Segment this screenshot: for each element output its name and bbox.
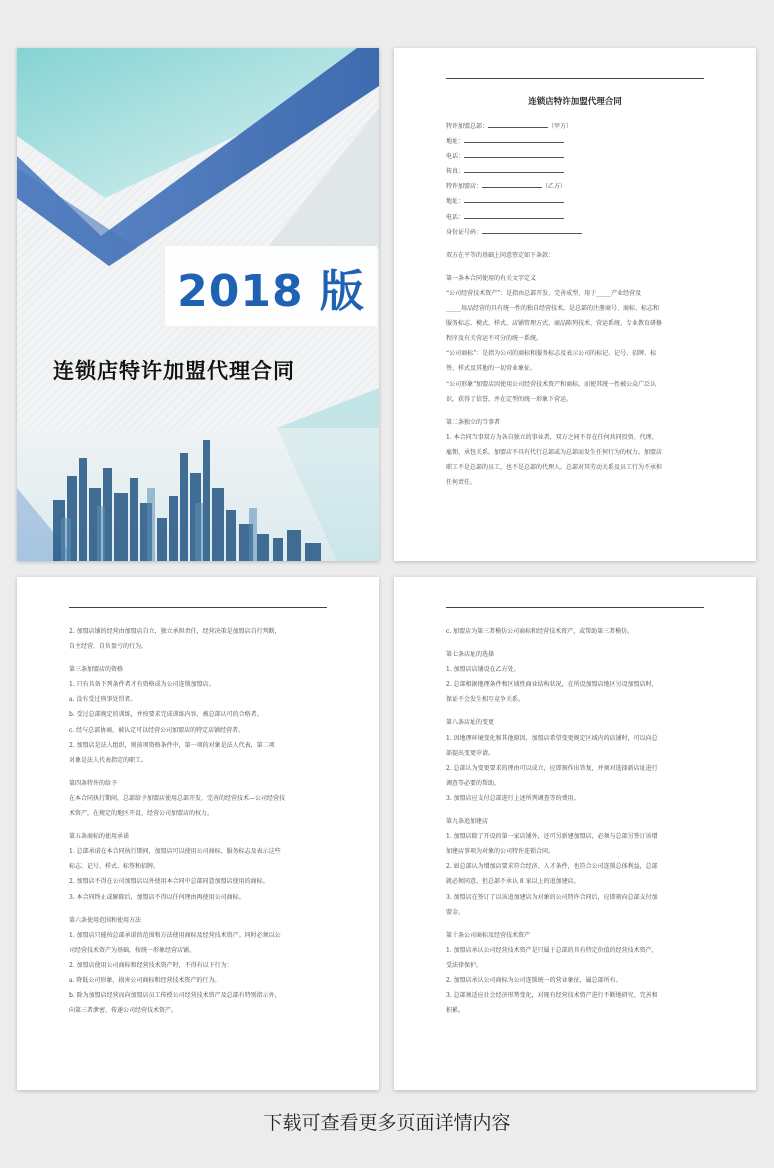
- section-heading: 第四条特许的给予: [69, 779, 118, 787]
- contract-page-2: [17, 577, 379, 1090]
- party-field: [446, 179, 704, 194]
- field-label: 身份证号码：: [446, 228, 483, 236]
- text-line: 2. 总部认为变更要求的理由可以成立，应即刻作出答复，并须对选择新店址进行: [446, 764, 658, 772]
- text-line: 1. 总部承诺在本合同执行期间，加盟店可以使用公司商标、服务标志及表示这些: [69, 848, 281, 856]
- page-3-sections: [446, 624, 704, 1018]
- text-line: 职工不是总部的员工，也不是总部的代理人。总部对其劳动关系及员工行为不承担: [446, 463, 663, 471]
- contract-page-3: [394, 577, 756, 1090]
- text-line: 盟金。: [446, 908, 465, 916]
- field-label: 传真：: [446, 168, 465, 176]
- page-3-body: [446, 607, 704, 1018]
- cover-year: 2018 版: [177, 266, 365, 317]
- text-line: 调查等必要的帮助。: [446, 779, 501, 787]
- text-line: 对象是法人代表指定的职工。: [69, 756, 148, 764]
- spacer: [446, 707, 704, 715]
- text-line: 程序及有关营运不可分的统一系统。: [446, 335, 543, 343]
- text-line: 向第三者泄密、传递公司经营技术资产。: [69, 1007, 178, 1015]
- text-line: b. 受过总部规定的训练，并按要求完成训练内容，被总部认可的合格者。: [69, 711, 263, 719]
- party-field: [446, 164, 704, 179]
- field-suffix: （甲方）: [548, 123, 573, 130]
- text-line: a. 降低公司形象，损害公司商标和经营技术资产的行为。: [69, 976, 221, 984]
- spacer: [69, 768, 327, 776]
- spacer: [446, 639, 704, 647]
- field-blank: [482, 228, 582, 234]
- text-line: 2. 加盟店不得在公司加盟店以外使用本合同中总部同意加盟店使用的商标。: [69, 878, 269, 886]
- text-line: 服务标志、模式、样式、店铺管理方式、商品陈列技术、营运系统、专业教育研修: [446, 320, 663, 328]
- spacer: [69, 654, 327, 662]
- text-line: 签、样式及其他的一切营业象征。: [446, 365, 537, 373]
- section-heading: 第二条独立的当事者: [446, 418, 501, 426]
- intro-text: 双方在平等的基础上同意签定如下条款：: [446, 251, 555, 259]
- text-line: 2. 加盟店承认公司商标为公司连锁统一的营业象征，属总部所有。: [446, 976, 622, 984]
- text-line: 2. 加盟店是法人组织，则前项资格条件中，第一项的对象是法人代表，第二项: [69, 741, 275, 749]
- party-fields: [446, 119, 704, 240]
- text-line: 在本合同执行期间，总部给予加盟店使用总部开发、完善的经营技术—公司经营技: [69, 794, 286, 802]
- header-rule: [446, 78, 704, 79]
- field-label: 特许加盟总部：: [446, 123, 489, 130]
- text-line: 加建店事项为对象的公司特许连锁合同。: [446, 848, 555, 856]
- field-label: 电话：: [446, 213, 465, 221]
- text-line: 2. 如总部认为增加店要求符合经济、人才条件，也符合公司连锁总体利益，总部: [446, 863, 658, 871]
- text-line: 部提出变更申请。: [446, 749, 495, 757]
- text-line: 2. 总部根据地理条件和区域性商业结构状况，在所设加盟店地区另设加盟店时，: [446, 681, 658, 689]
- field-blank: [464, 152, 564, 158]
- text-line: 受法律保护。: [446, 961, 483, 969]
- section-heading: 第七条店址的选择: [446, 651, 495, 659]
- text-line: 就必须同意，但总部不承认 8 家以上的追加建店。: [446, 878, 580, 886]
- text-line: 1. 加盟店店铺设在乙方处。: [446, 666, 520, 674]
- party-field: [446, 225, 704, 240]
- text-line: “公司经营技术资产”：是指由总部开发、完善成型，用于_____产业经营及: [446, 289, 642, 297]
- page-2-sections: [69, 624, 327, 1018]
- party-field: [446, 194, 704, 209]
- text-line: 1. 因地理环境变化和其他原因，加盟店希望变更规定区域内的店铺时，可以向总: [446, 734, 658, 742]
- field-label: 地址：: [446, 198, 465, 206]
- text-line: 司经营技术资产为基础，按统一形象经营店铺。: [69, 946, 196, 954]
- field-label: 特许加盟店：: [446, 183, 483, 191]
- text-line: 保证不会发生相互竞争关系。: [446, 696, 525, 704]
- text-line: 1. 只有具备下列条件者才有资格成为公司连锁加盟店。: [69, 681, 215, 689]
- field-blank: [464, 197, 564, 203]
- text-line: 1. 本合同当事双方为各自独立的事业者，双方之间不存在任何共同投资、代理、: [446, 433, 658, 441]
- text-line: c. 经与总部协商，被认定可以经营公司加盟店的特定店铺经营者。: [69, 726, 245, 734]
- section-heading: 第十条公司商标及经营技术资产: [446, 931, 531, 939]
- spacer: [69, 905, 327, 913]
- text-line: _____用品经营的具有统一性的独自经营技术，是总部的注册商号、商标、标志和: [446, 305, 660, 313]
- section-heading: 第一条本合同使用的有关文字定义: [446, 274, 537, 282]
- download-caption: 下载可查看更多页面详情内容: [263, 1112, 511, 1134]
- contract-page-1: [394, 48, 756, 561]
- text-line: 标志、记号、样式、标签和招牌。: [69, 863, 160, 871]
- cover-page: [17, 48, 379, 561]
- text-line: 术资产，在规定的地区开设、经营公司加盟店的权力。: [69, 810, 214, 818]
- text-line: 积累。: [446, 1007, 465, 1015]
- text-line: “公司形象”加盟店因使用公司经营技术资产和商标，而使其统一性被公众广泛认: [446, 380, 657, 388]
- header-rule: [69, 607, 327, 608]
- field-blank: [464, 137, 564, 143]
- text-line: 任何责任。: [446, 479, 477, 487]
- spacer: [446, 806, 704, 814]
- field-blank: [464, 167, 564, 173]
- text-line: b. 除为加盟店经营而向加盟店员工传授公司经营技术资产及总部有特别指示外，: [69, 992, 281, 1000]
- field-suffix: （乙方）: [542, 183, 567, 191]
- text-line: 2. 加盟店使用公司商标和经营技术资产时，不得有以下行为：: [69, 961, 233, 969]
- page-1-body: [446, 78, 704, 490]
- text-line: 识，获得了信誉，并在定型的统一形象下营运。: [446, 395, 573, 403]
- text-line: 自主经营、自负盈亏的行为。: [69, 643, 148, 651]
- header-rule: [446, 607, 704, 608]
- field-label: 地址：: [446, 138, 465, 146]
- field-blank: [482, 182, 542, 188]
- field-blank: [488, 122, 548, 128]
- section-heading: 第五条商标的使用承诺: [69, 833, 130, 841]
- text-line: a. 没有受过刑事处罚者。: [69, 696, 137, 704]
- text-line: 3. 本合同终止或解除后，加盟店不得以任何理由再使用公司商标。: [69, 893, 245, 901]
- text-line: c. 加盟店为第三者模仿公司商标和经营技术资产，或帮助第三者模仿。: [446, 628, 634, 635]
- party-field: [446, 119, 704, 134]
- section-heading: 第六条使用范围和使用方法: [69, 916, 142, 924]
- party-field: [446, 134, 704, 149]
- text-line: 3. 总部须适应社会经济形势变化，对现有经营技术资产进行不断地研究、完善和: [446, 992, 658, 1000]
- text-line: “公司商标”：是指为公司的商标和服务标志及表示公司的标记、记号、招牌、标: [446, 350, 657, 358]
- text-line: 1. 加盟店承认公司经营技术资产是只属于总部的具有特定价值的经营技术资产，: [446, 946, 658, 954]
- spacer: [69, 821, 327, 829]
- spacer: [446, 263, 704, 271]
- contract-title: 连锁店特许加盟代理合同: [528, 97, 622, 107]
- text-line: 1. 加盟店除了开设的第一家店铺外，还可另新建加盟店，必须与总部另签订该增: [446, 833, 658, 841]
- spacer: [446, 407, 704, 415]
- section-heading: 第九条追加建店: [446, 818, 489, 826]
- text-line: 3. 加盟店在签订了以该追加建店为对象的公司特许合同后，应即刻向总部支付加: [446, 893, 658, 901]
- party-field: [446, 210, 704, 225]
- page-1-sections: [446, 263, 704, 490]
- spacer: [446, 920, 704, 928]
- page-2-body: [69, 607, 327, 1018]
- field-label: 电话：: [446, 153, 465, 161]
- text-line: 3. 加盟店应支付总部进行上述所列调查等的费用。: [446, 794, 580, 802]
- section-heading: 第三条加盟店的资格: [69, 666, 124, 674]
- party-field: [446, 149, 704, 164]
- text-line: 雇佣、承包关系。加盟店不具有代行总部或为总部而发生任何行为的权力。加盟店: [446, 448, 663, 456]
- section-heading: 第八条店址的变更: [446, 719, 495, 727]
- field-blank: [464, 213, 564, 219]
- text-line: 2. 加盟店铺的经营由加盟店自立，独立承担责任，经营决策是加盟店自行判断，: [69, 628, 281, 635]
- text-line: 1. 加盟店只能按总部承诺的范围和方法使用商标及经营技术资产。同时必须以公: [69, 931, 281, 939]
- cover-title: 连锁店特许加盟代理合同: [53, 359, 295, 383]
